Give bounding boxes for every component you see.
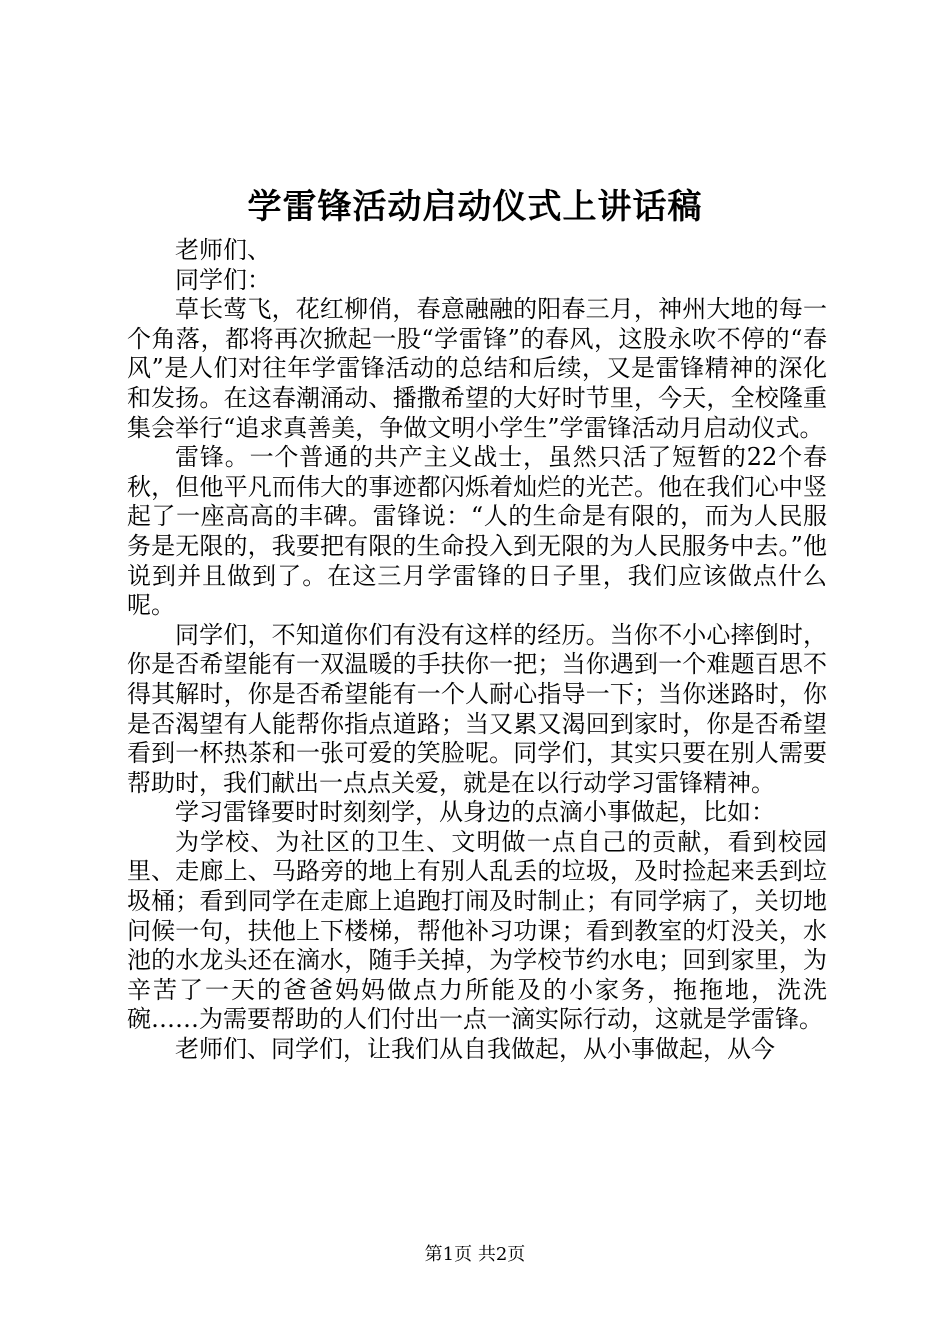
document-title: 学雷锋活动启动仪式上讲话稿 xyxy=(247,187,703,227)
paragraph-examples: 为学校、为社区的卫生、文明做一点自己的贡献，看到校园里、走廊上、马路旁的地上有别人乱丢的垃圾，及时捡起来丢到垃圾桶；看到同学在走廊上追跑打闹及时制止；有同学病了，关切地问候一句，扶他上下楼梯，帮他补习功课；看到教室的灯没关，水池的水龙头还在滴水，随手关掉，为学校节约水电；回到家里，为辛苦了一天的爸爸妈妈做点力所能及的小家务，拖拖地，洗洗碗……为需要帮助的人们付出一点一滴实际行动，这就是学雷锋。 xyxy=(127,827,827,1034)
document-body xyxy=(127,236,827,1065)
paragraph-spring-intro: 草长莺飞，花红柳俏，春意融融的阳春三月，神州大地的每一个角落，都将再次掀起一股“学雷锋”的春风，这股永吹不停的“春风”是人们对往年学雷锋活动的总结和后续，又是雷锋精神的深化和发扬。在这春潮涌动、播撒希望的大好时节里，今天，全校隆重集会举行“追求真善美，争做文明小学生”学雷锋活动月启动仪式。 xyxy=(127,295,827,442)
paragraph-closing: 老师们、同学们，让我们从自我做起，从小事做起，从今 xyxy=(175,1035,775,1064)
page-number: 第1页 共2页 xyxy=(424,1244,526,1265)
paragraph-helping-experience: 同学们，不知道你们有没有这样的经历。当你不小心摔倒时，你是否希望能有一双温暖的手扶你一把；当你遇到一个难题百思不得其解时，你是否希望能有一个人耐心指导一下；当你迷路时，你是否渴望有人能帮你指点道路；当又累又渴回到家时，你是否希望看到一杯热茶和一张可爱的笑脸呢。同学们，其实只要在别人需要帮助时，我们献出一点点关爱，就是在以行动学习雷锋精神。 xyxy=(127,620,827,797)
paragraph-lei-feng-story: 雷锋。一个普通的共产主义战士，虽然只活了短暂的22个春秋，但他平凡而伟大的事迹都闪烁着灿烂的光芒。他在我们心中竖起了一座高高的丰碑。雷锋说：“人的生命是有限的，而为人民服务是无限的，我要把有限的生命投入到无限的为人民服务中去。”他说到并且做到了。在这三月学雷锋的日子里，我们应该做点什么呢。 xyxy=(127,443,827,620)
salutation-teachers: 老师们、 xyxy=(175,236,271,264)
salutation-students: 同学们： xyxy=(175,265,271,294)
paragraph-small-things: 学习雷锋要时时刻刻学，从身边的点滴小事做起，比如： xyxy=(175,798,775,827)
